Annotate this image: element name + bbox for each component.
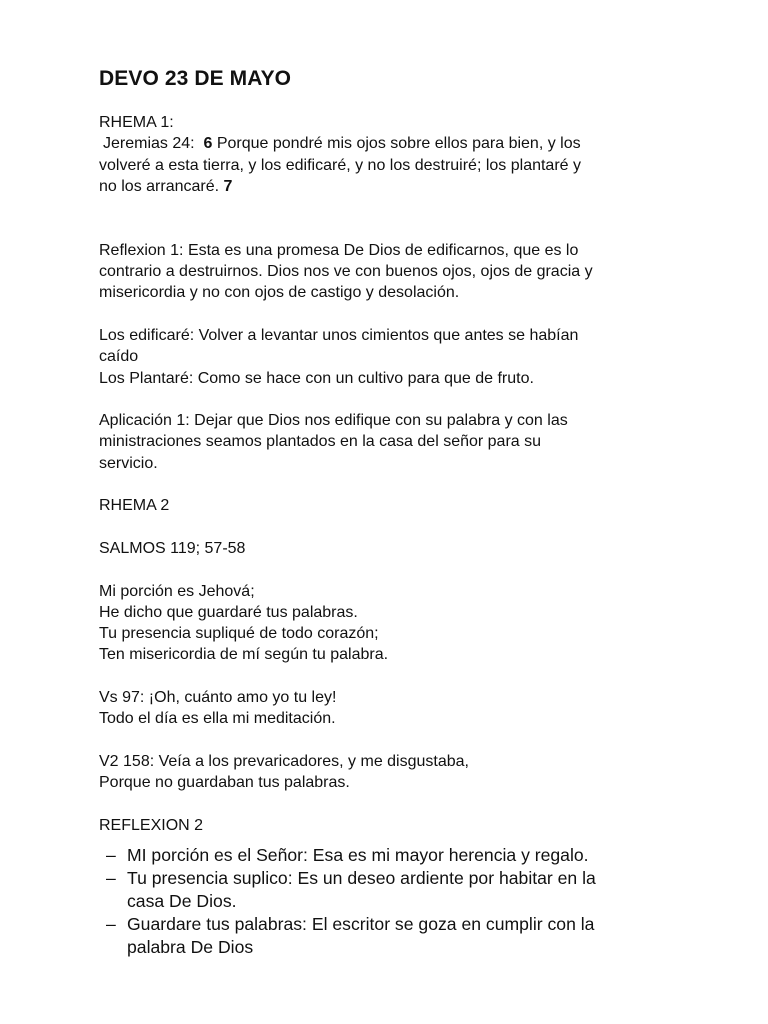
list-item-line-1: Tu presencia suplico: Es un deseo ardiente por habitar en la xyxy=(127,868,596,889)
reflexion1-line-2: contrario a destruirnos. Dios nos ve con buenos ojos, ojos de gracia y xyxy=(99,263,593,281)
list-item xyxy=(99,867,689,913)
v2158-line-2: Porque no guardaban tus palabras. xyxy=(99,774,350,792)
rhema1-verse-line-3 xyxy=(99,176,689,197)
rhema2-heading: RHEMA 2 xyxy=(99,497,170,515)
aplicacion1-line-3: servicio. xyxy=(99,454,158,472)
rhema1-section xyxy=(99,112,689,197)
reflexion2-heading: REFLEXION 2 xyxy=(99,816,204,834)
psalm-line-3: Tu presencia supliqué de todo corazón; xyxy=(99,625,379,643)
reflexion1-line-3: misericordia y no con ojos de castigo y desolación. xyxy=(99,284,460,302)
rhema1-verse-line-2: volveré a esta tierra, y los edificaré, y no los destruiré; los plantaré y xyxy=(99,156,581,174)
list-item xyxy=(99,913,689,959)
rhema1-ref: Jeremias 24: xyxy=(103,135,195,153)
verse-number-6: 6 xyxy=(203,135,213,153)
vs97-verses xyxy=(99,687,689,730)
list-item xyxy=(99,844,689,867)
v2158-verses xyxy=(99,751,689,794)
aplicacion1-line-2: ministraciones seamos plantados en la casa del señor para su xyxy=(99,433,542,451)
reflexion2-list xyxy=(99,844,689,959)
rhema2-reference: SALMOS 119; 57-58 xyxy=(99,539,246,557)
aplicacion1-line-1: Aplicación 1: Dejar que Dios nos edifique con su palabra y con las xyxy=(99,412,568,430)
reflexion1-line-1: Reflexion 1: Esta es una promesa De Dios de edificarnos, que es lo xyxy=(99,241,579,259)
notes-line-3: Los Plantaré: Como se hace con un cultivo para que de fruto. xyxy=(99,369,534,387)
list-item-line-1: Guardare tus palabras: El escritor se goza en cumplir con la xyxy=(127,914,595,935)
list-item-line-2: casa De Dios. xyxy=(127,891,237,912)
psalm-line-4: Ten misericordia de mí según tu palabra. xyxy=(99,646,389,664)
list-item-line-2: palabra De Dios xyxy=(127,937,254,958)
verse-number-7: 7 xyxy=(223,177,233,195)
v2158-line-1: V2 158: Veía a los prevaricadores, y me disgustaba, xyxy=(99,752,469,770)
vs97-line-2: Todo el día es ella mi meditación. xyxy=(99,710,336,728)
rhema1-heading: RHEMA 1: xyxy=(99,114,174,131)
rhema1-verse-line-1 xyxy=(99,133,689,154)
reflexion1-paragraph xyxy=(99,240,689,304)
psalm-line-1: Mi porción es Jehová; xyxy=(99,582,255,600)
rhema1-verse-text-3: no los arrancaré. xyxy=(99,177,220,195)
notes-line-1: Los edificaré: Volver a levantar unos cimientos que antes se habían xyxy=(99,326,579,344)
dash-bullet-icon: – xyxy=(106,868,116,889)
dash-bullet-icon: – xyxy=(106,914,116,935)
list-item-line-1: MI porción es el Señor: Esa es mi mayor herencia y regalo. xyxy=(127,845,589,866)
notes-line-2: caído xyxy=(99,348,139,366)
aplicacion1-paragraph xyxy=(99,410,689,474)
notes-paragraph xyxy=(99,325,689,389)
rhema1-verse-text-1: Porque pondré mis ojos sobre ellos para bien, y los xyxy=(216,135,581,153)
psalm-line-2: He dicho que guardaré tus palabras. xyxy=(99,603,358,621)
document-page xyxy=(99,62,689,959)
document-title: DEVO 23 DE MAYO xyxy=(99,67,292,90)
dash-bullet-icon: – xyxy=(106,845,116,866)
psalm-verses xyxy=(99,581,689,666)
vs97-line-1: Vs 97: ¡Oh, cuánto amo yo tu ley! xyxy=(99,689,337,707)
